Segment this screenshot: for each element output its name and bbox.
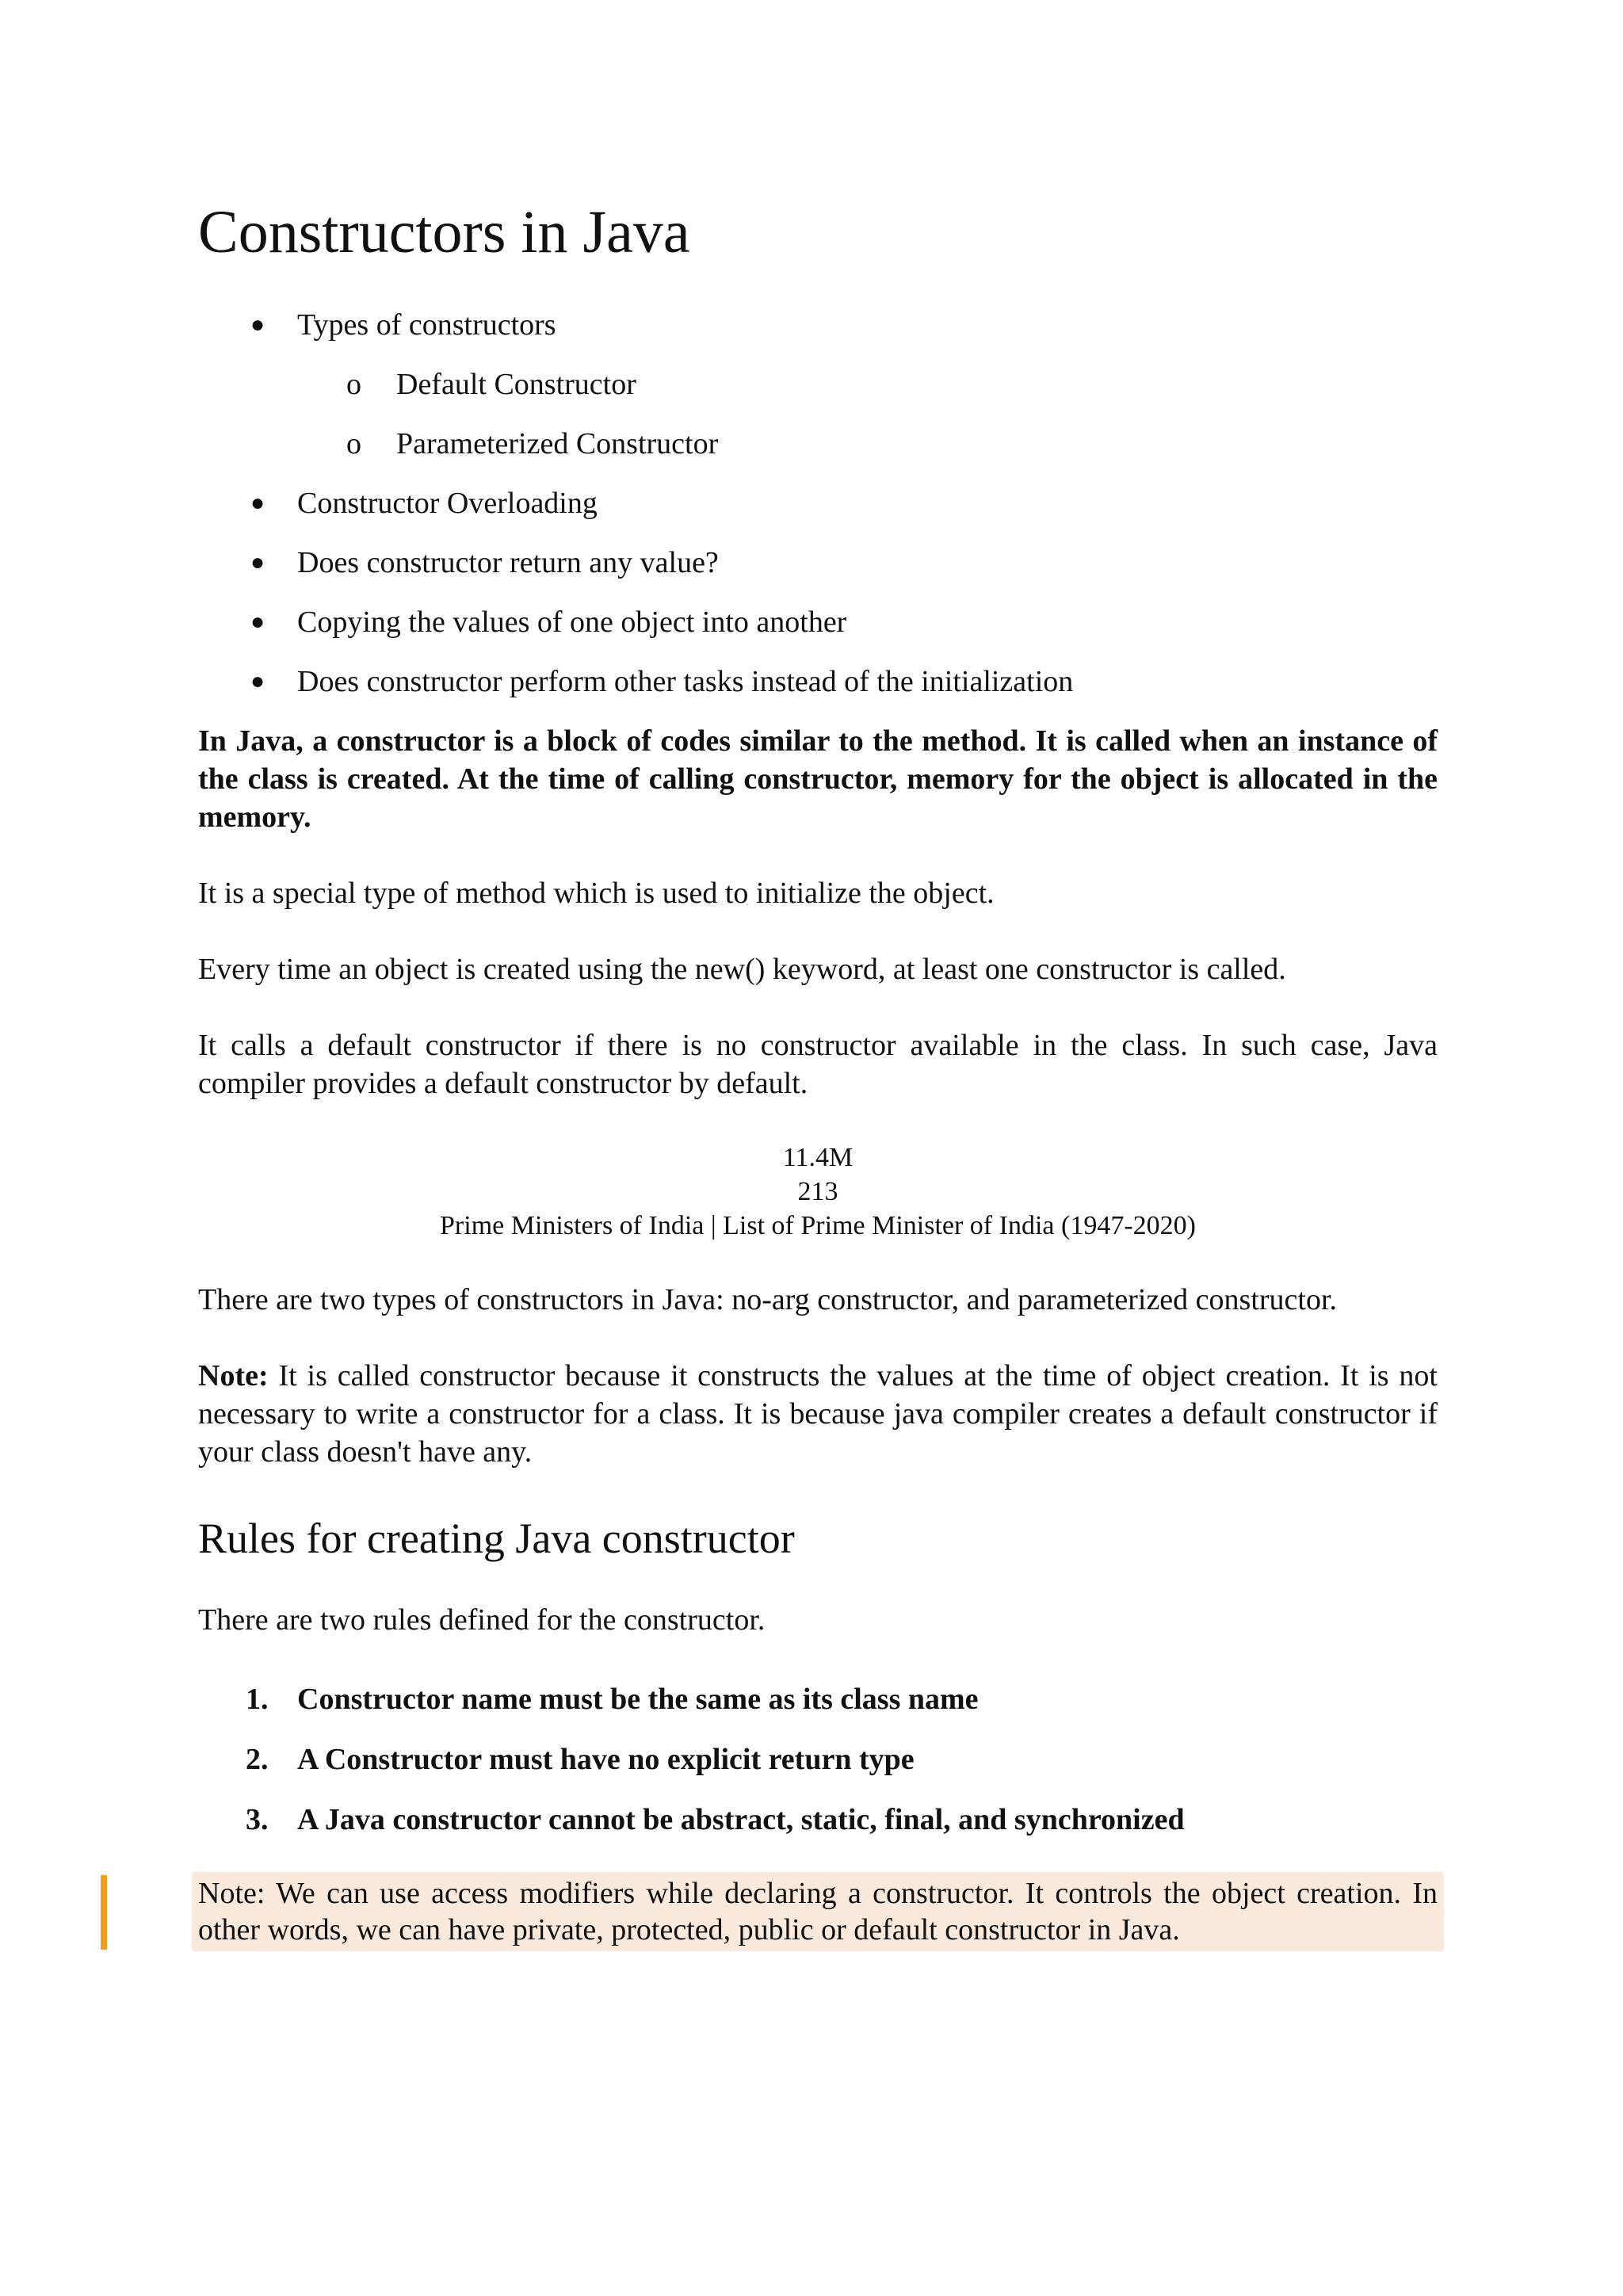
list-item: ● Copying the values of one object into another [198, 603, 1438, 641]
circle-bullet-icon: o [346, 368, 361, 401]
section-heading: Rules for creating Java constructor [198, 1515, 795, 1562]
list-item: 1. Constructor name must be the same as its class name [246, 1683, 979, 1716]
bullet-icon: ● [250, 311, 265, 338]
list-item: ● Constructor Overloading [198, 484, 1438, 522]
list-item: ● Does constructor return any value? [198, 544, 1438, 582]
ad-views: 11.4M [782, 1143, 854, 1172]
video-ad-caption [198, 1140, 1438, 1243]
list-item: ● Does constructor perform other tasks instead of the initialization [198, 663, 1438, 701]
page-title: Constructors in Java [198, 199, 690, 266]
sub-list-item: o Default Constructor [198, 365, 1438, 403]
note-accent-bar [101, 1875, 107, 1950]
paragraph: There are two rules defined for the constructor. [198, 1603, 766, 1637]
paragraph: It calls a default constructor if there is no constructor available in the class. In such case, Java compiler provides a default constructor by default. [198, 1029, 1438, 1100]
sub-list-item: o Parameterized Constructor [198, 425, 1438, 463]
topics-list [198, 306, 1438, 701]
list-item: 3. A Java constructor cannot be abstract, static, final, and synchronized [246, 1803, 1185, 1836]
bullet-icon: ● [250, 549, 265, 575]
rules-list [198, 1680, 1438, 1839]
highlighted-note: Note: We can use access modifiers while declaring a constructor. It controls the object creation. In other words, we can have private, protected, public or default constructor in Java. [192, 1872, 1444, 1951]
bullet-icon: ● [250, 490, 265, 516]
note-label: Note: [198, 1359, 269, 1392]
document-page [198, 199, 1438, 1951]
list-item: 2. A Constructor must have no explicit return type [246, 1743, 915, 1776]
intro-paragraph: In Java, a constructor is a block of codes similar to the method. It is called when an instance of the class is created. At the time of calling constructor, memory for the object is allocated in the memory. [198, 724, 1438, 834]
paragraph: There are two types of constructors in Java: no-arg constructor, and parameterized constructor. [198, 1283, 1338, 1316]
list-item: ● Types of constructors [198, 306, 1438, 344]
ad-count: 213 [797, 1177, 838, 1206]
paragraph: It is a special type of method which is used to initialize the object. [198, 877, 995, 910]
ad-title: Prime Ministers of India | List of Prime Minister of India (1947-2020) [440, 1211, 1196, 1240]
circle-bullet-icon: o [346, 427, 361, 460]
bullet-icon: ● [250, 609, 265, 635]
bullet-icon: ● [250, 668, 265, 694]
paragraph: Every time an object is created using the new() keyword, at least one constructor is called. [198, 953, 1286, 986]
note-paragraph: Note: It is called constructor because it constructs the values at the time of object creation. It is not necessary to write a constructor for a class. It is because java compiler creates a default constructor if your class doesn't have any. [198, 1359, 1438, 1469]
